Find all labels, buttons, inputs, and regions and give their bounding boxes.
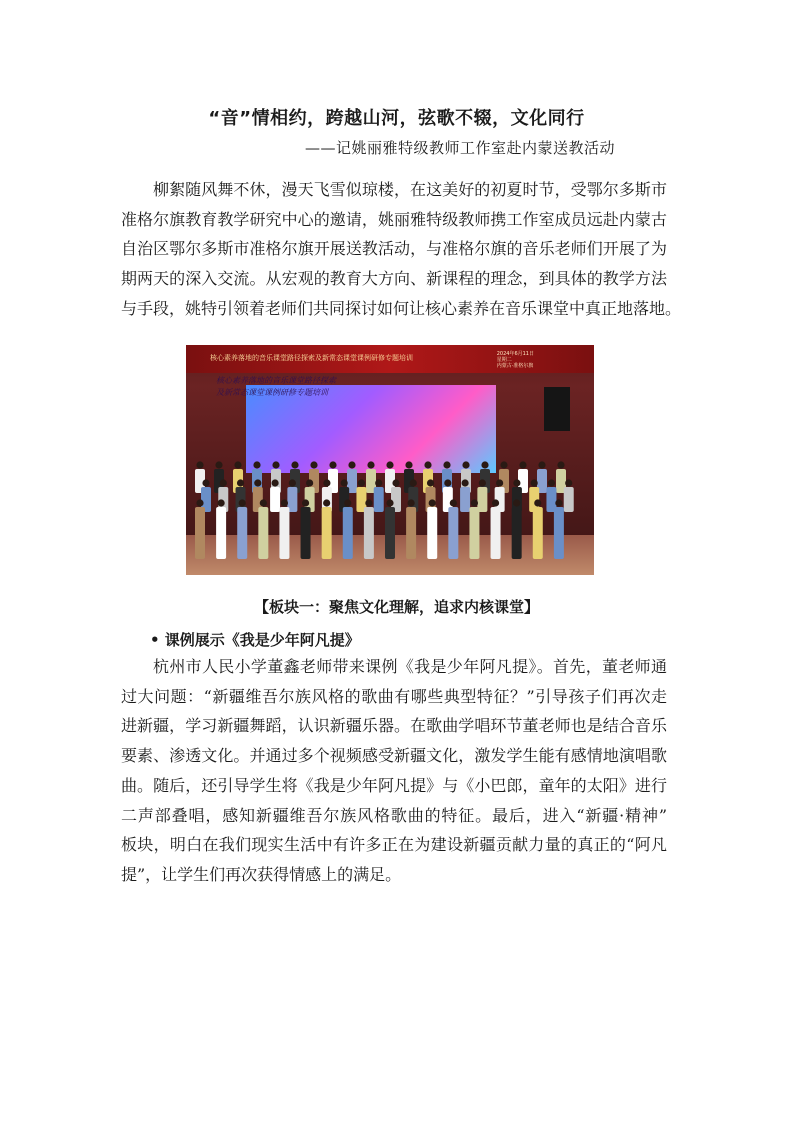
body-line: 过大问题：“新疆维吾尔族风格的歌曲有哪些典型特征？”引导孩子们再次走: [121, 686, 667, 706]
bullet-heading: • 课例展示《我是少年阿凡提》: [150, 631, 360, 649]
body-line: 杭州市人民小学董鑫老师带来课例《我是少年阿凡提》。首先，董老师通: [153, 657, 667, 676]
intro-line: 期两天的深入交流。从宏观的教育大方向、新课程的理念，到具体的教学方法: [121, 269, 667, 289]
body-line: 提”，让学生们再次获得情感上的满足。: [121, 864, 402, 884]
body-paragraph: [121, 652, 667, 890]
projection-screen-text: 核心素养落地的音乐课堂路径探索 及新常态课堂课例研修专题培训: [216, 376, 336, 397]
photo-banner-date: 2024年6月11日 星期二 内蒙古·准格尔旗: [496, 351, 534, 369]
document-subtitle: ——记姚丽雅特级教师工作室赴内蒙送教活动: [304, 139, 615, 157]
group-photo: [186, 345, 594, 575]
body-line: 二声部叠唱，感知新疆维吾尔族风格歌曲的特征。最后，进入“新疆·精神”: [121, 805, 667, 825]
intro-line: 准格尔旗教育教学研究中心的邀请，姚丽雅特级教师携工作室成员远赴内蒙古: [121, 209, 667, 229]
crowd-illustration: [186, 455, 594, 565]
body-line: 曲。随后，还引导学生将《我是少年阿凡提》与《小巴郎，童年的太阳》进行: [121, 775, 667, 795]
section-heading: 【板块一：聚焦文化理解，追求内核课堂】: [253, 598, 539, 616]
intro-line: 自治区鄂尔多斯市准格尔旗开展送教活动，与准格尔旗的音乐老师们开展了为: [121, 239, 667, 259]
speaker-icon: [544, 387, 570, 431]
photo-banner-text: 核心素养落地的音乐课堂路径探索及新常态课堂课例研修专题培训: [210, 354, 413, 362]
body-line: 要素、渗透文化。并通过多个视频感受新疆文化，激发学生能有感情地演唱歌: [121, 746, 667, 766]
document-title: “音”情相约，跨越山河，弦歌不辍，文化同行: [208, 108, 585, 129]
intro-line: 与手段，姚特引领着老师们共同探讨如何让核心素养在音乐课堂中真正地落地。: [121, 298, 682, 318]
intro-paragraph: [121, 175, 682, 324]
body-line: 进新疆，学习新疆舞蹈，认识新疆乐器。在歌曲学唱环节董老师也是结合音乐: [121, 716, 667, 736]
intro-line: 柳絮随风舞不休，漫天飞雪似琼楼，在这美好的初夏时节，受鄂尔多斯市: [153, 180, 667, 199]
body-line: 板块，明白在我们现实生活中有许多正在为建设新疆贡献力量的真正的“阿凡: [121, 835, 667, 855]
